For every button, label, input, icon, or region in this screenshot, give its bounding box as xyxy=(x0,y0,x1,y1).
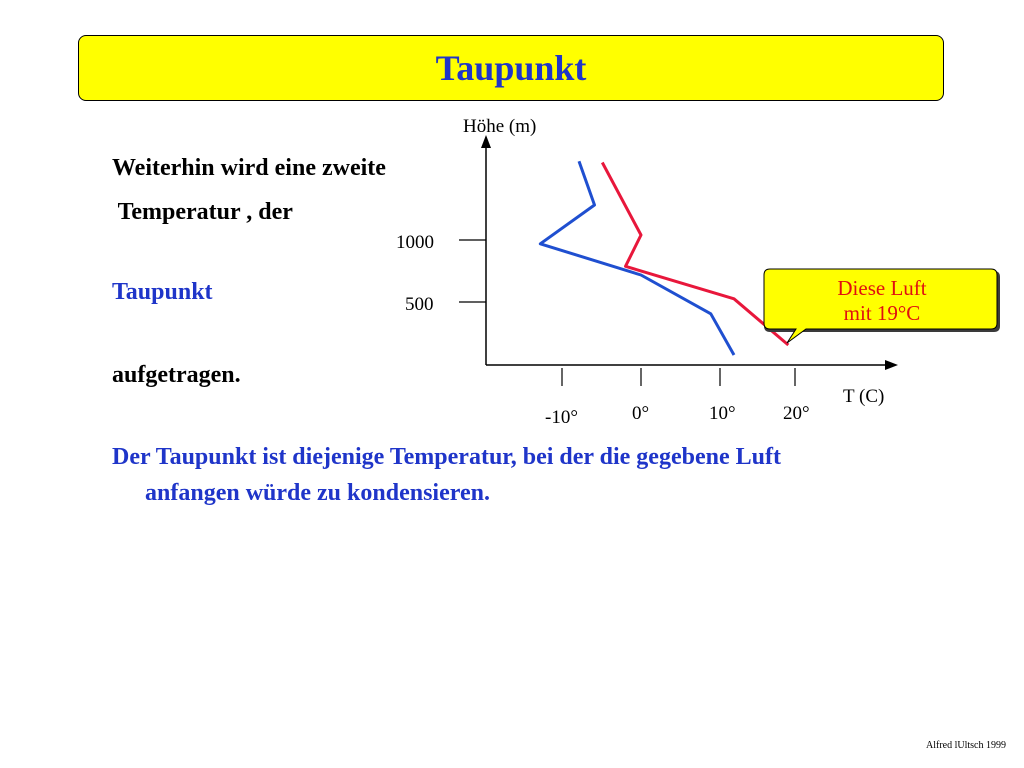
definition-line-1: Der Taupunkt ist diejenige Temperatur, bei der die gegebene Luft xyxy=(112,444,781,470)
y-axis-label: Höhe (m) xyxy=(463,116,537,137)
slide-title: Taupunkt xyxy=(435,48,587,88)
x-tick-label-0: 0° xyxy=(632,403,650,424)
body-line-2: Temperatur , der xyxy=(112,199,293,225)
x-tick-label-20: 20° xyxy=(783,403,810,424)
series-temperature-line xyxy=(602,163,788,346)
body-term-taupunkt: Taupunkt xyxy=(112,279,213,305)
x-tick-label-minus10: -10° xyxy=(545,407,578,428)
y-tick-label-500: 500 xyxy=(405,294,434,315)
footer-credit: Alfred lUltsch 1999 xyxy=(926,740,1006,751)
callout-text xyxy=(768,276,996,326)
callout-line-1: Diese Luft xyxy=(837,276,927,300)
callout-line-2: mit 19°C xyxy=(843,301,921,325)
body-line-4: aufgetragen. xyxy=(112,362,241,388)
x-axis-label: T (C) xyxy=(843,386,885,407)
definition-line-2: anfangen würde zu kondensieren. xyxy=(145,480,490,506)
body-line-1: Weiterhin wird eine zweite xyxy=(112,155,386,181)
x-tick-label-10: 10° xyxy=(709,403,736,424)
x-axis-arrowhead xyxy=(885,360,898,370)
y-tick-label-1000: 1000 xyxy=(396,232,434,253)
series-dewpoint-line xyxy=(540,161,734,355)
